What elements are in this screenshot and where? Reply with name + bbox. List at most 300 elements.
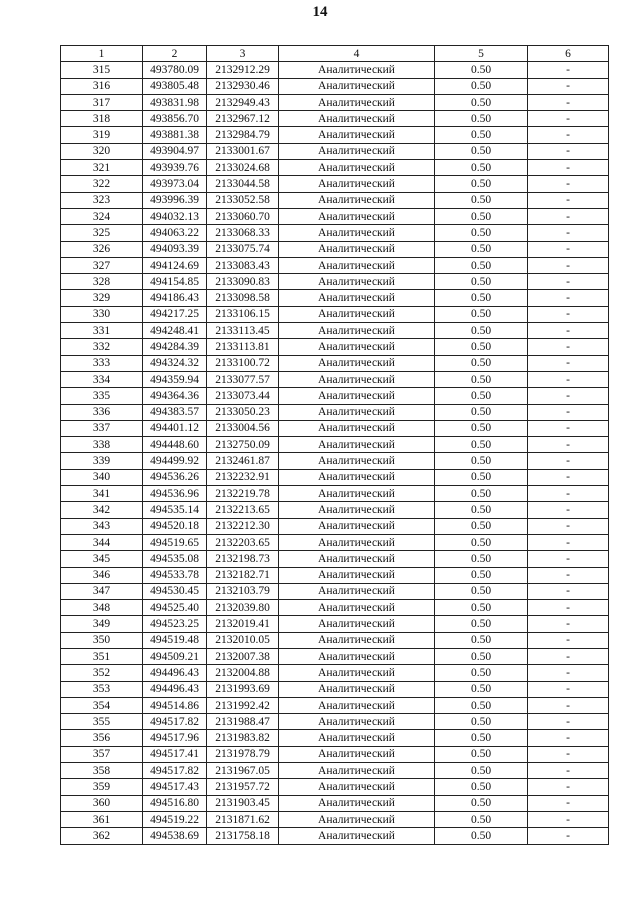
table-row — [61, 388, 609, 404]
point-number-cell: 343 — [61, 518, 143, 534]
note-cell: - — [528, 192, 609, 208]
x-coordinate-cell: 494535.14 — [143, 502, 207, 518]
y-coordinate-cell: 2132232.91 — [207, 469, 279, 485]
accuracy-cell: 0.50 — [435, 306, 528, 322]
point-number-cell: 353 — [61, 681, 143, 697]
note-cell: - — [528, 257, 609, 273]
accuracy-cell: 0.50 — [435, 339, 528, 355]
note-cell: - — [528, 534, 609, 550]
accuracy-cell: 0.50 — [435, 534, 528, 550]
note-cell: - — [528, 648, 609, 664]
point-number-cell: 344 — [61, 534, 143, 550]
table-row — [61, 94, 609, 110]
point-number-cell: 324 — [61, 208, 143, 224]
table-row — [61, 567, 609, 583]
y-coordinate-cell: 2131903.45 — [207, 795, 279, 811]
x-coordinate-cell: 494154.85 — [143, 274, 207, 290]
x-coordinate-cell: 494520.18 — [143, 518, 207, 534]
accuracy-cell: 0.50 — [435, 290, 528, 306]
table-row — [61, 469, 609, 485]
x-coordinate-cell: 494516.80 — [143, 795, 207, 811]
accuracy-cell: 0.50 — [435, 404, 528, 420]
note-cell: - — [528, 290, 609, 306]
x-coordinate-cell: 493996.39 — [143, 192, 207, 208]
table-row — [61, 632, 609, 648]
note-cell: - — [528, 388, 609, 404]
accuracy-cell: 0.50 — [435, 143, 528, 159]
y-coordinate-cell: 2132219.78 — [207, 486, 279, 502]
note-cell: - — [528, 160, 609, 176]
table-row — [61, 339, 609, 355]
point-number-cell: 339 — [61, 453, 143, 469]
note-cell: - — [528, 306, 609, 322]
accuracy-cell: 0.50 — [435, 795, 528, 811]
x-coordinate-cell: 494448.60 — [143, 437, 207, 453]
x-coordinate-cell: 494519.65 — [143, 534, 207, 550]
accuracy-cell: 0.50 — [435, 274, 528, 290]
y-coordinate-cell: 2131992.42 — [207, 697, 279, 713]
accuracy-cell: 0.50 — [435, 78, 528, 94]
point-number-cell: 362 — [61, 828, 143, 844]
x-coordinate-cell: 494519.22 — [143, 811, 207, 827]
note-cell: - — [528, 323, 609, 339]
method-cell: Аналитический — [279, 730, 435, 746]
x-coordinate-cell: 494186.43 — [143, 290, 207, 306]
x-coordinate-cell: 494499.92 — [143, 453, 207, 469]
method-cell: Аналитический — [279, 795, 435, 811]
accuracy-cell: 0.50 — [435, 551, 528, 567]
x-coordinate-cell: 494496.43 — [143, 681, 207, 697]
note-cell: - — [528, 241, 609, 257]
point-number-cell: 348 — [61, 600, 143, 616]
method-cell: Аналитический — [279, 290, 435, 306]
note-cell: - — [528, 176, 609, 192]
x-coordinate-cell: 494248.41 — [143, 323, 207, 339]
method-cell: Аналитический — [279, 763, 435, 779]
y-coordinate-cell: 2133113.45 — [207, 323, 279, 339]
x-coordinate-cell: 494517.96 — [143, 730, 207, 746]
accuracy-cell: 0.50 — [435, 779, 528, 795]
x-coordinate-cell: 494093.39 — [143, 241, 207, 257]
table-row — [61, 486, 609, 502]
note-cell: - — [528, 111, 609, 127]
table-row — [61, 779, 609, 795]
y-coordinate-cell: 2132019.41 — [207, 616, 279, 632]
accuracy-cell: 0.50 — [435, 811, 528, 827]
x-coordinate-cell: 494530.45 — [143, 583, 207, 599]
y-coordinate-cell: 2131993.69 — [207, 681, 279, 697]
x-coordinate-cell: 494536.96 — [143, 486, 207, 502]
accuracy-cell: 0.50 — [435, 257, 528, 273]
accuracy-cell: 0.50 — [435, 437, 528, 453]
x-coordinate-cell: 494383.57 — [143, 404, 207, 420]
table-row — [61, 143, 609, 159]
y-coordinate-cell: 2133073.44 — [207, 388, 279, 404]
x-coordinate-cell: 494517.82 — [143, 714, 207, 730]
y-coordinate-cell: 2133004.56 — [207, 420, 279, 436]
y-coordinate-cell: 2133060.70 — [207, 208, 279, 224]
point-number-cell: 349 — [61, 616, 143, 632]
method-cell: Аналитический — [279, 241, 435, 257]
accuracy-cell: 0.50 — [435, 225, 528, 241]
note-cell: - — [528, 518, 609, 534]
accuracy-cell: 0.50 — [435, 208, 528, 224]
method-cell: Аналитический — [279, 62, 435, 78]
point-number-cell: 345 — [61, 551, 143, 567]
method-cell: Аналитический — [279, 339, 435, 355]
note-cell: - — [528, 62, 609, 78]
point-number-cell: 361 — [61, 811, 143, 827]
accuracy-cell: 0.50 — [435, 94, 528, 110]
y-coordinate-cell: 2131978.79 — [207, 746, 279, 762]
x-coordinate-cell: 494063.22 — [143, 225, 207, 241]
table-row — [61, 306, 609, 322]
note-cell: - — [528, 828, 609, 844]
method-cell: Аналитический — [279, 420, 435, 436]
note-cell: - — [528, 583, 609, 599]
note-cell: - — [528, 143, 609, 159]
method-cell: Аналитический — [279, 648, 435, 664]
point-number-cell: 322 — [61, 176, 143, 192]
note-cell: - — [528, 632, 609, 648]
method-cell: Аналитический — [279, 828, 435, 844]
x-coordinate-cell: 493856.70 — [143, 111, 207, 127]
x-coordinate-cell: 493780.09 — [143, 62, 207, 78]
table-row — [61, 665, 609, 681]
table-row — [61, 176, 609, 192]
table-row — [61, 127, 609, 143]
point-number-cell: 336 — [61, 404, 143, 420]
x-coordinate-cell: 493939.76 — [143, 160, 207, 176]
accuracy-cell: 0.50 — [435, 746, 528, 762]
table-row — [61, 257, 609, 273]
table-row — [61, 290, 609, 306]
y-coordinate-cell: 2133113.81 — [207, 339, 279, 355]
accuracy-cell: 0.50 — [435, 420, 528, 436]
accuracy-cell: 0.50 — [435, 616, 528, 632]
point-number-cell: 337 — [61, 420, 143, 436]
method-cell: Аналитический — [279, 437, 435, 453]
table-row — [61, 241, 609, 257]
method-cell: Аналитический — [279, 355, 435, 371]
note-cell: - — [528, 567, 609, 583]
method-cell: Аналитический — [279, 567, 435, 583]
table-row — [61, 681, 609, 697]
x-coordinate-cell: 493805.48 — [143, 78, 207, 94]
note-cell: - — [528, 616, 609, 632]
note-cell: - — [528, 811, 609, 827]
point-number-cell: 323 — [61, 192, 143, 208]
point-number-cell: 320 — [61, 143, 143, 159]
y-coordinate-cell: 2133100.72 — [207, 355, 279, 371]
y-coordinate-cell: 2132213.65 — [207, 502, 279, 518]
point-number-cell: 326 — [61, 241, 143, 257]
x-coordinate-cell: 494517.41 — [143, 746, 207, 762]
method-cell: Аналитический — [279, 518, 435, 534]
point-number-cell: 351 — [61, 648, 143, 664]
method-cell: Аналитический — [279, 388, 435, 404]
accuracy-cell: 0.50 — [435, 567, 528, 583]
y-coordinate-cell: 2132198.73 — [207, 551, 279, 567]
x-coordinate-cell: 494324.32 — [143, 355, 207, 371]
x-coordinate-cell: 494496.43 — [143, 665, 207, 681]
note-cell: - — [528, 94, 609, 110]
x-coordinate-cell: 494217.25 — [143, 306, 207, 322]
table-row — [61, 437, 609, 453]
point-number-cell: 346 — [61, 567, 143, 583]
point-number-cell: 359 — [61, 779, 143, 795]
y-coordinate-cell: 2133106.15 — [207, 306, 279, 322]
table-row — [61, 583, 609, 599]
y-coordinate-cell: 2131957.72 — [207, 779, 279, 795]
point-number-cell: 340 — [61, 469, 143, 485]
note-cell: - — [528, 453, 609, 469]
accuracy-cell: 0.50 — [435, 486, 528, 502]
point-number-cell: 360 — [61, 795, 143, 811]
point-number-cell: 316 — [61, 78, 143, 94]
method-cell: Аналитический — [279, 502, 435, 518]
accuracy-cell: 0.50 — [435, 583, 528, 599]
table-row — [61, 746, 609, 762]
y-coordinate-cell: 2132750.09 — [207, 437, 279, 453]
note-cell: - — [528, 665, 609, 681]
accuracy-cell: 0.50 — [435, 111, 528, 127]
y-coordinate-cell: 2131758.18 — [207, 828, 279, 844]
note-cell: - — [528, 225, 609, 241]
table-header-row — [61, 46, 609, 62]
note-cell: - — [528, 355, 609, 371]
point-number-cell: 321 — [61, 160, 143, 176]
accuracy-cell: 0.50 — [435, 502, 528, 518]
accuracy-cell: 0.50 — [435, 714, 528, 730]
method-cell: Аналитический — [279, 600, 435, 616]
note-cell: - — [528, 502, 609, 518]
point-number-cell: 315 — [61, 62, 143, 78]
table-row — [61, 62, 609, 78]
method-cell: Аналитический — [279, 469, 435, 485]
point-number-cell: 319 — [61, 127, 143, 143]
x-coordinate-cell: 494523.25 — [143, 616, 207, 632]
table-row — [61, 551, 609, 567]
x-coordinate-cell: 494359.94 — [143, 371, 207, 387]
y-coordinate-cell: 2131988.47 — [207, 714, 279, 730]
method-cell: Аналитический — [279, 681, 435, 697]
accuracy-cell: 0.50 — [435, 241, 528, 257]
header-col-4: 4 — [279, 46, 435, 62]
x-coordinate-cell: 494535.08 — [143, 551, 207, 567]
y-coordinate-cell: 2132039.80 — [207, 600, 279, 616]
accuracy-cell: 0.50 — [435, 828, 528, 844]
method-cell: Аналитический — [279, 160, 435, 176]
table-row — [61, 420, 609, 436]
y-coordinate-cell: 2132182.71 — [207, 567, 279, 583]
table-row — [61, 78, 609, 94]
note-cell: - — [528, 600, 609, 616]
x-coordinate-cell: 494517.43 — [143, 779, 207, 795]
y-coordinate-cell: 2132967.12 — [207, 111, 279, 127]
table-row — [61, 371, 609, 387]
accuracy-cell: 0.50 — [435, 665, 528, 681]
x-coordinate-cell: 494284.39 — [143, 339, 207, 355]
method-cell: Аналитический — [279, 534, 435, 550]
accuracy-cell: 0.50 — [435, 681, 528, 697]
table-row — [61, 518, 609, 534]
point-number-cell: 318 — [61, 111, 143, 127]
note-cell: - — [528, 274, 609, 290]
table-row — [61, 192, 609, 208]
table-body — [61, 62, 609, 844]
method-cell: Аналитический — [279, 306, 435, 322]
x-coordinate-cell: 494124.69 — [143, 257, 207, 273]
note-cell: - — [528, 795, 609, 811]
method-cell: Аналитический — [279, 811, 435, 827]
point-number-cell: 331 — [61, 323, 143, 339]
header-col-3: 3 — [207, 46, 279, 62]
accuracy-cell: 0.50 — [435, 127, 528, 143]
table-row — [61, 208, 609, 224]
y-coordinate-cell: 2132004.88 — [207, 665, 279, 681]
point-number-cell: 333 — [61, 355, 143, 371]
y-coordinate-cell: 2133001.67 — [207, 143, 279, 159]
note-cell: - — [528, 78, 609, 94]
accuracy-cell: 0.50 — [435, 518, 528, 534]
y-coordinate-cell: 2131967.05 — [207, 763, 279, 779]
point-number-cell: 330 — [61, 306, 143, 322]
table-row — [61, 160, 609, 176]
y-coordinate-cell: 2133024.68 — [207, 160, 279, 176]
point-number-cell: 350 — [61, 632, 143, 648]
note-cell: - — [528, 681, 609, 697]
method-cell: Аналитический — [279, 551, 435, 567]
header-col-1: 1 — [61, 46, 143, 62]
point-number-cell: 325 — [61, 225, 143, 241]
method-cell: Аналитический — [279, 78, 435, 94]
method-cell: Аналитический — [279, 486, 435, 502]
y-coordinate-cell: 2131871.62 — [207, 811, 279, 827]
table-row — [61, 600, 609, 616]
point-number-cell: 329 — [61, 290, 143, 306]
method-cell: Аналитический — [279, 208, 435, 224]
point-number-cell: 347 — [61, 583, 143, 599]
point-number-cell: 332 — [61, 339, 143, 355]
point-number-cell: 341 — [61, 486, 143, 502]
table-row — [61, 404, 609, 420]
note-cell: - — [528, 746, 609, 762]
note-cell: - — [528, 339, 609, 355]
y-coordinate-cell: 2133052.58 — [207, 192, 279, 208]
y-coordinate-cell: 2132984.79 — [207, 127, 279, 143]
note-cell: - — [528, 714, 609, 730]
header-col-6: 6 — [528, 46, 609, 62]
y-coordinate-cell: 2133090.83 — [207, 274, 279, 290]
y-coordinate-cell: 2132930.46 — [207, 78, 279, 94]
note-cell: - — [528, 420, 609, 436]
x-coordinate-cell: 494509.21 — [143, 648, 207, 664]
method-cell: Аналитический — [279, 632, 435, 648]
x-coordinate-cell: 493973.04 — [143, 176, 207, 192]
point-number-cell: 342 — [61, 502, 143, 518]
method-cell: Аналитический — [279, 176, 435, 192]
method-cell: Аналитический — [279, 111, 435, 127]
x-coordinate-cell: 494538.69 — [143, 828, 207, 844]
note-cell: - — [528, 404, 609, 420]
x-coordinate-cell: 494536.26 — [143, 469, 207, 485]
table-row — [61, 648, 609, 664]
header-col-2: 2 — [143, 46, 207, 62]
note-cell: - — [528, 127, 609, 143]
method-cell: Аналитический — [279, 665, 435, 681]
note-cell: - — [528, 437, 609, 453]
method-cell: Аналитический — [279, 143, 435, 159]
accuracy-cell: 0.50 — [435, 763, 528, 779]
accuracy-cell: 0.50 — [435, 453, 528, 469]
x-coordinate-cell: 494519.48 — [143, 632, 207, 648]
accuracy-cell: 0.50 — [435, 355, 528, 371]
note-cell: - — [528, 730, 609, 746]
accuracy-cell: 0.50 — [435, 371, 528, 387]
point-number-cell: 334 — [61, 371, 143, 387]
method-cell: Аналитический — [279, 371, 435, 387]
accuracy-cell: 0.50 — [435, 388, 528, 404]
header-col-5: 5 — [435, 46, 528, 62]
table-row — [61, 502, 609, 518]
y-coordinate-cell: 2131983.82 — [207, 730, 279, 746]
x-coordinate-cell: 493831.98 — [143, 94, 207, 110]
method-cell: Аналитический — [279, 274, 435, 290]
table-row — [61, 730, 609, 746]
point-number-cell: 352 — [61, 665, 143, 681]
x-coordinate-cell: 494032.13 — [143, 208, 207, 224]
table-row — [61, 795, 609, 811]
accuracy-cell: 0.50 — [435, 730, 528, 746]
accuracy-cell: 0.50 — [435, 632, 528, 648]
method-cell: Аналитический — [279, 697, 435, 713]
note-cell: - — [528, 371, 609, 387]
y-coordinate-cell: 2133077.57 — [207, 371, 279, 387]
y-coordinate-cell: 2133098.58 — [207, 290, 279, 306]
accuracy-cell: 0.50 — [435, 62, 528, 78]
method-cell: Аналитический — [279, 583, 435, 599]
point-number-cell: 358 — [61, 763, 143, 779]
note-cell: - — [528, 469, 609, 485]
table-row — [61, 714, 609, 730]
note-cell: - — [528, 208, 609, 224]
method-cell: Аналитический — [279, 257, 435, 273]
point-number-cell: 335 — [61, 388, 143, 404]
accuracy-cell: 0.50 — [435, 697, 528, 713]
x-coordinate-cell: 493881.38 — [143, 127, 207, 143]
table-row — [61, 323, 609, 339]
coordinates-table — [60, 45, 609, 845]
point-number-cell: 356 — [61, 730, 143, 746]
point-number-cell: 338 — [61, 437, 143, 453]
y-coordinate-cell: 2132461.87 — [207, 453, 279, 469]
y-coordinate-cell: 2132203.65 — [207, 534, 279, 550]
method-cell: Аналитический — [279, 714, 435, 730]
table-row — [61, 111, 609, 127]
method-cell: Аналитический — [279, 404, 435, 420]
note-cell: - — [528, 486, 609, 502]
table-row — [61, 811, 609, 827]
point-number-cell: 357 — [61, 746, 143, 762]
note-cell: - — [528, 697, 609, 713]
accuracy-cell: 0.50 — [435, 192, 528, 208]
method-cell: Аналитический — [279, 616, 435, 632]
point-number-cell: 328 — [61, 274, 143, 290]
table-row — [61, 355, 609, 371]
accuracy-cell: 0.50 — [435, 469, 528, 485]
table-row — [61, 697, 609, 713]
